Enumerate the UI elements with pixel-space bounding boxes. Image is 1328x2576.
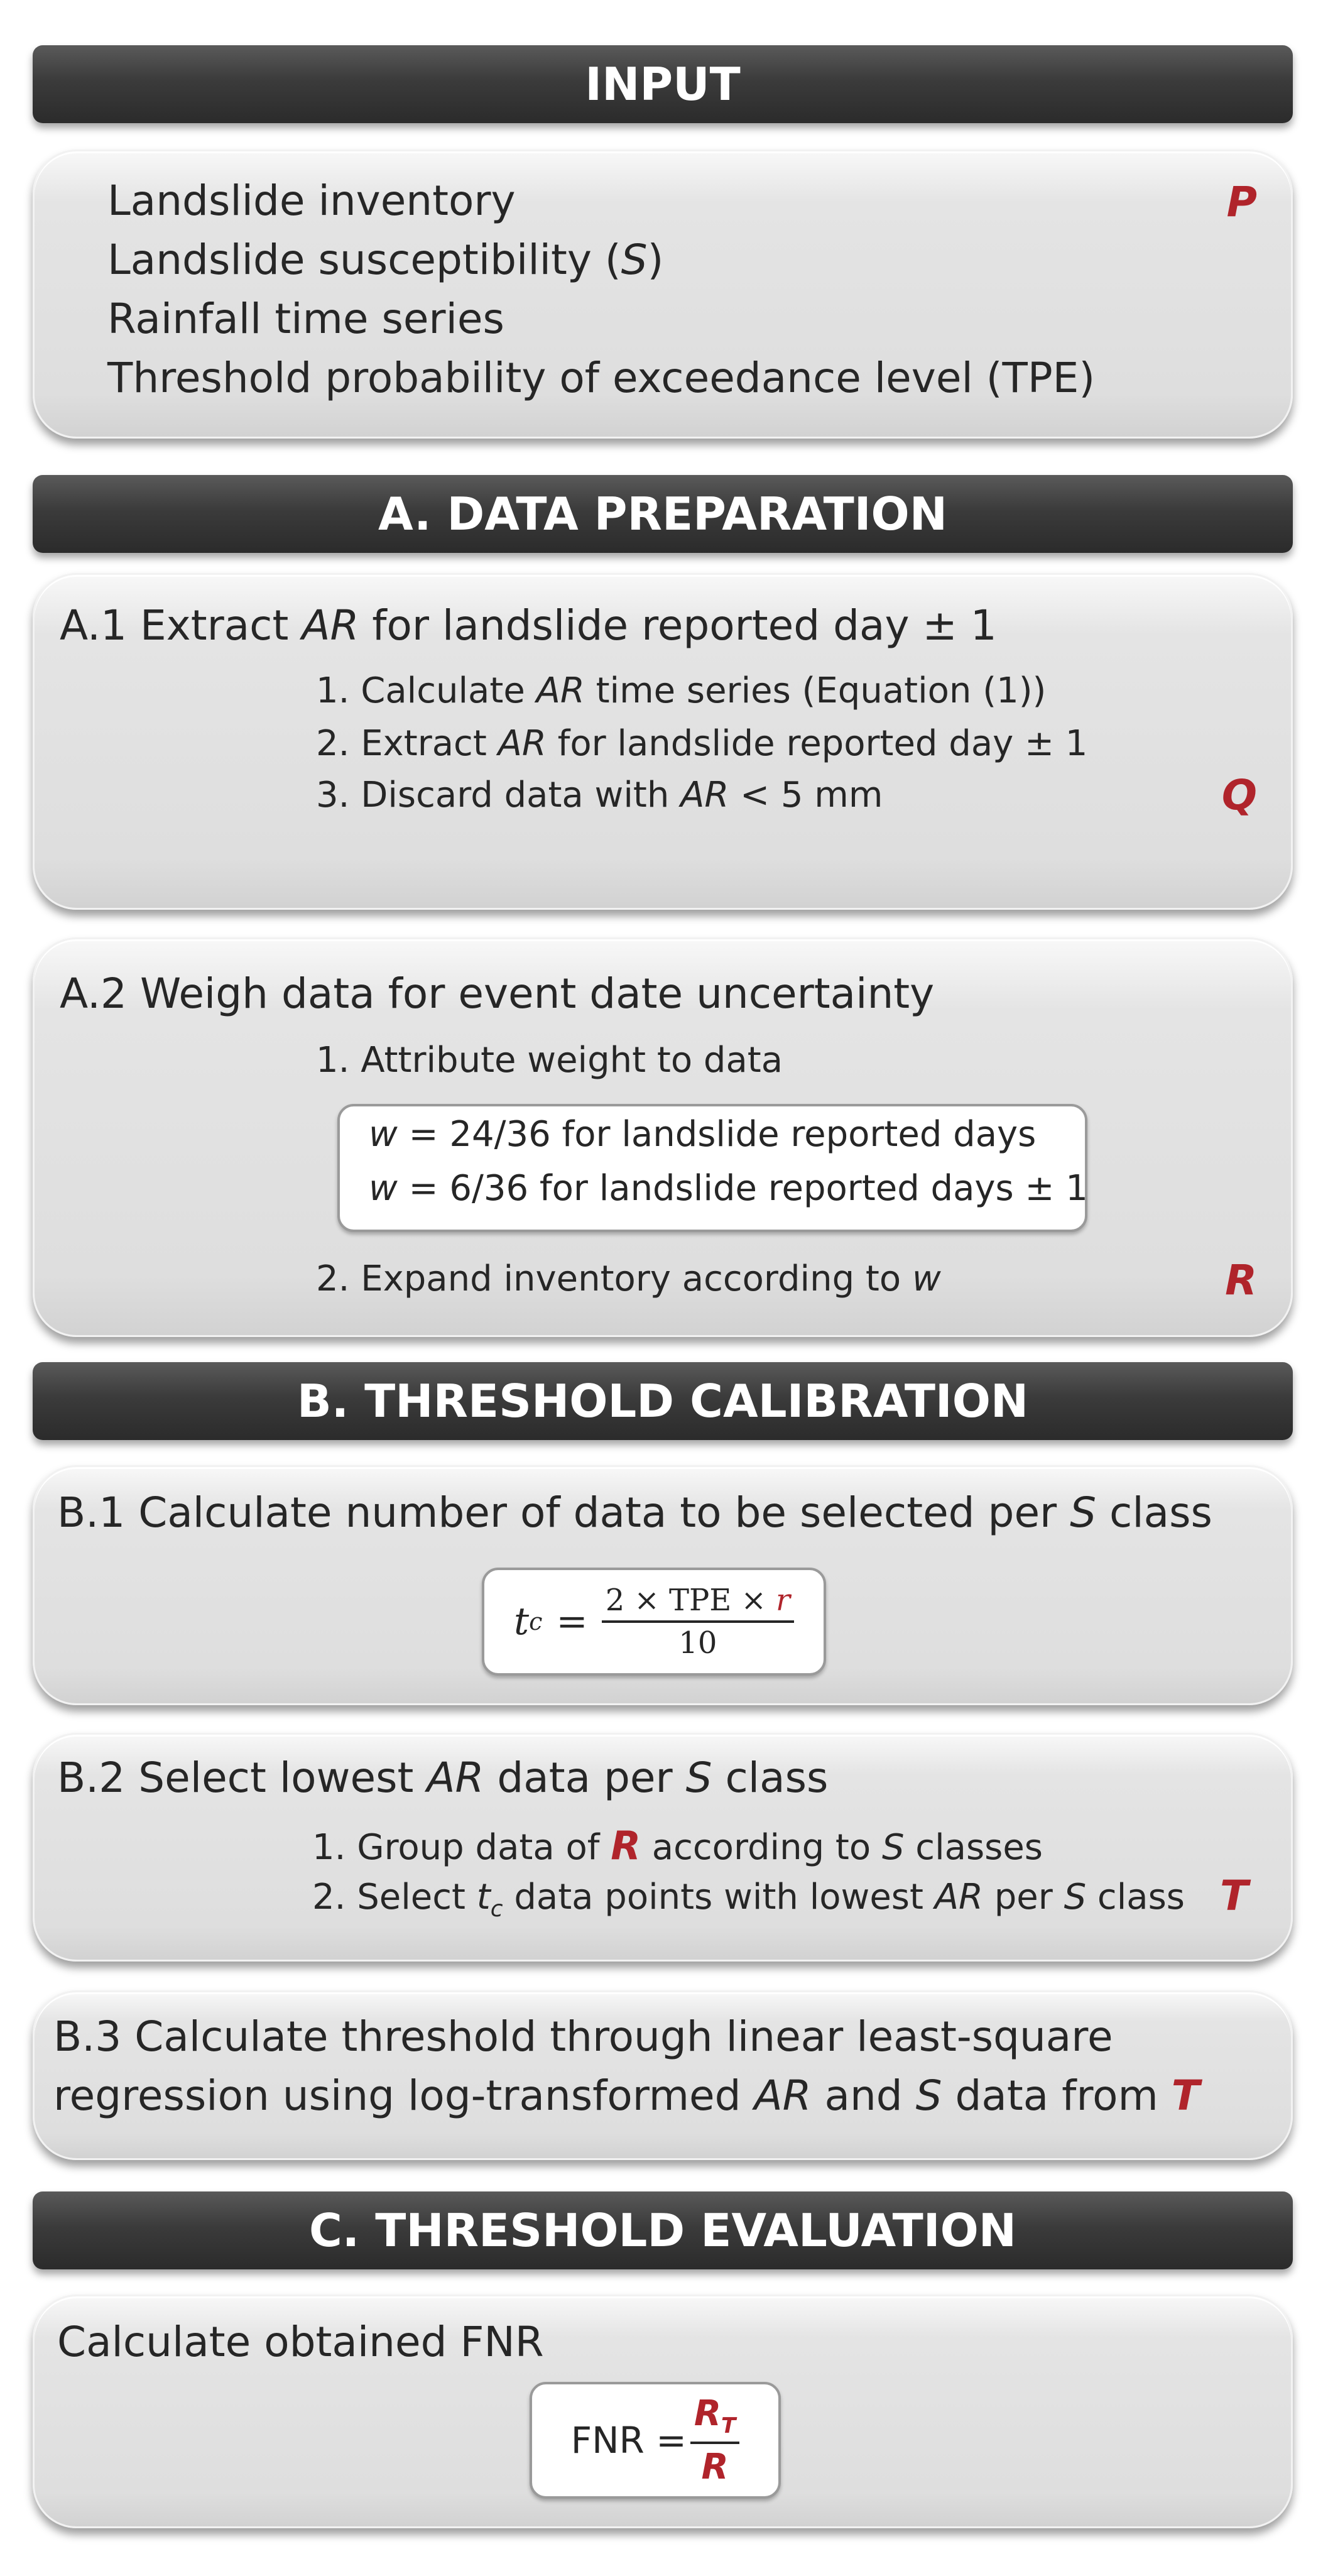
b2-title: B.2 Select lowest AR data per S class bbox=[57, 1754, 829, 1802]
a1-step3: 3. Discard data with AR < 5 mm bbox=[316, 775, 883, 816]
section-c-header-label: C. THRESHOLD EVALUATION bbox=[308, 2204, 1017, 2257]
input-header bbox=[33, 45, 1293, 123]
c-title: Calculate obtained FNR bbox=[57, 2318, 544, 2366]
input-header-label: INPUT bbox=[585, 58, 741, 111]
a1-panel bbox=[33, 573, 1293, 910]
a2-panel bbox=[33, 937, 1293, 1337]
b2-step1: 1. Group data of R according to S classes bbox=[312, 1823, 1043, 1869]
b2-tag-t: T bbox=[1219, 1872, 1248, 1920]
a2-step2: 2. Expand inventory according to w bbox=[316, 1258, 941, 1299]
fnr-formula: FNR = $\frac{R_T}{R}$ bbox=[571, 2393, 739, 2487]
a1-step1: 1. Calculate AR time series (Equation (1)) bbox=[316, 670, 1047, 711]
b3-line1: B.3 Calculate threshold through linear least-square bbox=[53, 2012, 1113, 2061]
c-panel bbox=[33, 2295, 1293, 2528]
fnr-formula-box bbox=[530, 2382, 781, 2499]
section-a-header-label: A. DATA PREPARATION bbox=[378, 488, 947, 540]
tc-fraction: $\frac{\text{2 × TPE × r}}{10}$ bbox=[602, 1583, 794, 1661]
a1-title: A.1 Extract AR for landslide reported day ± 1 bbox=[60, 601, 997, 650]
b2-step2: 2. Select $t_c$ data points with lowest AR per S class bbox=[312, 1877, 1185, 1923]
fnr-fraction: $\frac{R_T}{R}$ bbox=[690, 2393, 739, 2487]
weight-line-adjacent: w = 6/36 for landslide reported days ± 1 bbox=[369, 1168, 1088, 1209]
section-c-header bbox=[33, 2191, 1293, 2269]
input-item-rainfall: Rainfall time series bbox=[107, 295, 504, 343]
section-a-header bbox=[33, 475, 1293, 553]
input-item-susceptibility: Landslide susceptibility (S) bbox=[107, 236, 664, 284]
input-item-inventory: Landslide inventory bbox=[107, 177, 516, 225]
b1-title: B.1 Calculate number of data to be selected per S class bbox=[57, 1488, 1212, 1537]
weight-definition-box bbox=[337, 1104, 1087, 1232]
section-b-header bbox=[33, 1362, 1293, 1440]
weight-line-reported: w = 24/36 for landslide reported days bbox=[369, 1114, 1037, 1155]
input-tag-p: P bbox=[1226, 178, 1257, 226]
a1-tag-q: Q bbox=[1221, 771, 1257, 819]
b2-panel bbox=[33, 1733, 1293, 1962]
a2-tag-r: R bbox=[1225, 1256, 1257, 1304]
section-b-header-label: B. THRESHOLD CALIBRATION bbox=[297, 1375, 1029, 1427]
a1-step2: 2. Extract AR for landslide reported day ± 1 bbox=[316, 723, 1088, 764]
input-item-tpe: Threshold probability of exceedance level (TPE) bbox=[107, 354, 1096, 402]
tc-formula-box bbox=[482, 1568, 826, 1676]
b3-panel bbox=[33, 1990, 1293, 2160]
b1-panel bbox=[33, 1465, 1293, 1705]
tc-formula: t c = $\frac{\text{2 × TPE × r}}{10}$ bbox=[514, 1583, 794, 1661]
a2-step1: 1. Attribute weight to data bbox=[316, 1040, 783, 1081]
a2-title: A.2 Weigh data for event date uncertainty bbox=[60, 969, 935, 1018]
b3-line2: regression using log-transformed AR and S data from T bbox=[53, 2071, 1200, 2120]
input-panel bbox=[33, 150, 1293, 439]
